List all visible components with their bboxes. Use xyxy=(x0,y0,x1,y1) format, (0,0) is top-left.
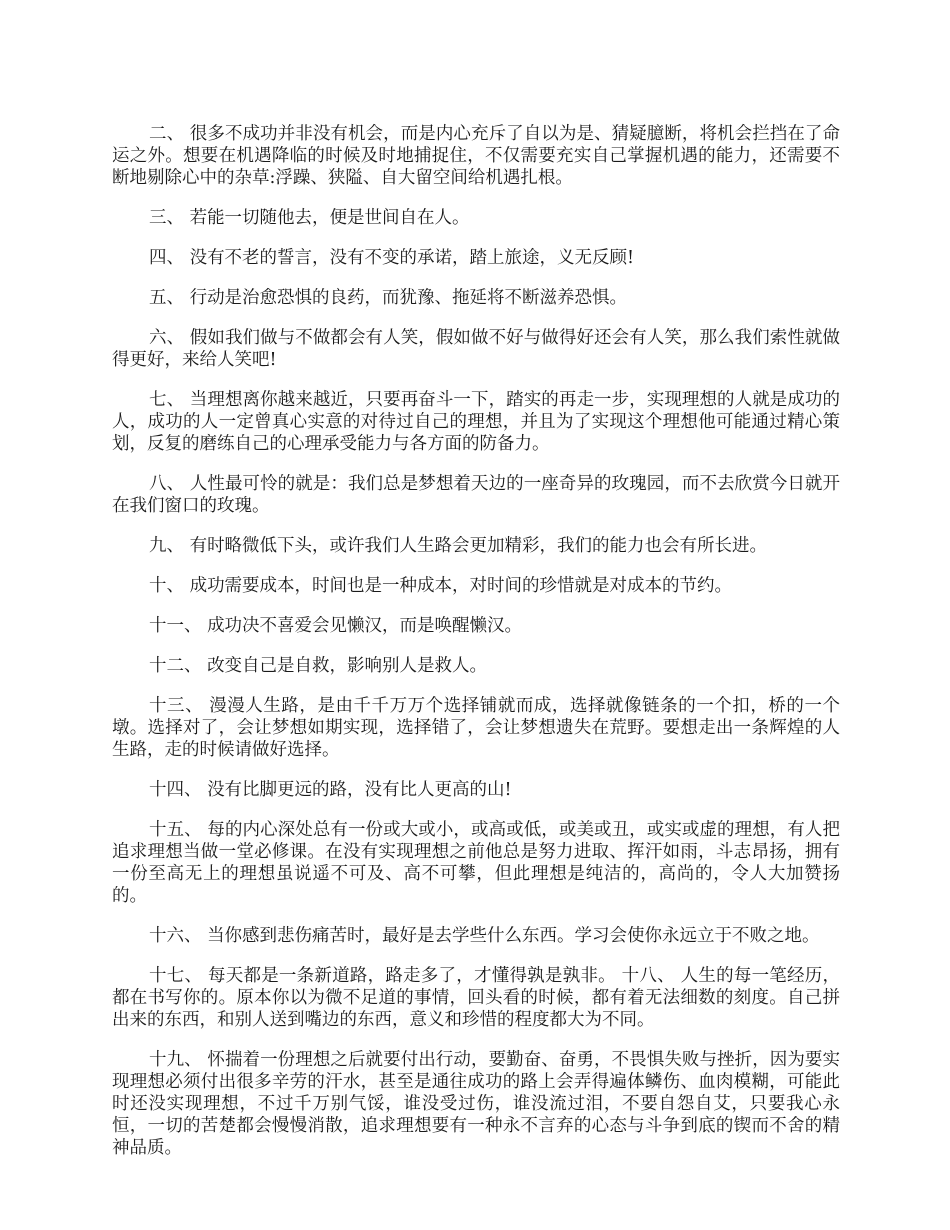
paragraph-17-18: 十七、 每天都是一条新道路，路走多了，才懂得孰是孰非。 十八、 人生的每一笔经历，都在书写你的。原本你以为微不足道的事情，回头看的时候，都有着无法细数的刻度。自己拼出来的东西，和别人送到嘴边的东西，意义和珍惜的程度都大为不同。 xyxy=(112,966,840,1030)
paragraph-19: 十九、 怀揣着一份理想之后就要付出行动，要勤奋、奋勇，不畏惧失败与挫折，因为要实现理想必须付出很多辛劳的汗水，甚至是通往成功的路上会弄得遍体鳞伤、血肉模糊，可能此时还没实现理想，不过千万别气馁，谁没受过伤，谁没流过泪，不要自怨自艾，只要我心永恒，一切的苦楚都会慢慢消散，追求理想要有一种永不言弃的心态与斗争到底的锲而不舍的精神品质。 xyxy=(112,1050,840,1158)
paragraph-7: 七、 当理想离你越来越近，只要再奋斗一下，踏实的再走一步，实现理想的人就是成功的人，成功的人一定曾真心实意的对待过自己的理想，并且为了实现这个理想他可能通过精心策划，反复的磨练自己的心理承受能力与各方面的防备力。 xyxy=(112,390,840,454)
paragraph-12: 十二、 改变自己是自救，影响别人是救人。 xyxy=(149,656,488,676)
paragraph-3: 三、 若能一切随他去，便是世间自在人。 xyxy=(149,208,470,228)
paragraph-4: 四、 没有不老的誓言，没有不变的承诺，踏上旅途，义无反顾! xyxy=(149,248,635,268)
paragraph-5: 五、 行动是治愈恐惧的良药，而犹豫、拖延将不断滋养恐惧。 xyxy=(149,288,628,308)
paragraph-10: 十、 成功需要成本，时间也是一种成本，对时间的珍惜就是对成本的节约。 xyxy=(149,576,733,596)
paragraph-9: 九、 有时略微低下头，或许我们人生路会更加精彩，我们的能力也会有所长进。 xyxy=(149,536,768,556)
paragraph-13: 十三、 漫漫人生路，是由千千万万个选择铺就而成，选择就像链条的一个扣，桥的一个墩。选择对了，会让梦想如期实现，选择错了，会让梦想遗失在荒野。要想走出一条辉煌的人生路，走的时候请做好选择。 xyxy=(112,696,840,760)
paragraph-2: 二、 很多不成功并非没有机会，而是内心充斥了自以为是、猜疑臆断，将机会拦挡在了命运之外。想要在机遇降临的时候及时地捕捉住，不仅需要充实自己掌握机遇的能力，还需要不断地剔除心中的杂草:浮躁、狭隘、自大留空间给机遇扎根。 xyxy=(112,124,840,188)
paragraph-11: 十一、 成功决不喜爱会见懒汉，而是唤醒懒汉。 xyxy=(149,616,523,636)
paragraph-14: 十四、 没有比脚更远的路，没有比人更高的山! xyxy=(149,780,512,800)
paragraph-15: 十五、 每的内心深处总有一份或大或小，或高或低，或美或丑，或实或虚的理想，有人把追求理想当做一堂必修课。在没有实现理想之前他总是努力进取、挥汗如雨，斗志昂扬，拥有一份至高无上的理想虽说遥不可及、高不可攀，但此理想是纯洁的，高尚的，令人大加赞扬的。 xyxy=(112,820,840,906)
paragraph-6: 六、 假如我们做与不做都会有人笑，假如做不好与做得好还会有人笑，那么我们索性就做得更好，来给人笑吧! xyxy=(112,328,840,370)
paragraph-16: 十六、 当你感到悲伤痛苦时，最好是去学些什么东西。学习会使你永远立于不败之地。 xyxy=(149,926,820,946)
paragraph-8: 八、 人性最可怜的就是：我们总是梦想着天边的一座奇异的玫瑰园，而不去欣赏今日就开在我们窗口的玫瑰。 xyxy=(112,474,840,516)
